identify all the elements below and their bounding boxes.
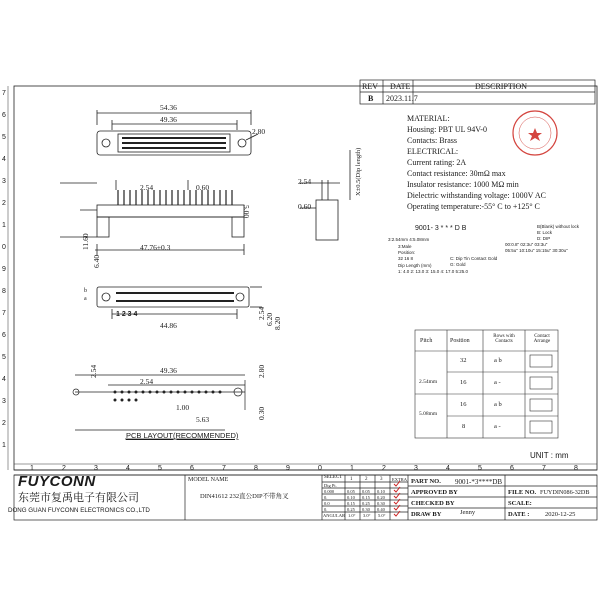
dim-side-pin: 0.60	[298, 202, 312, 211]
ruler-left-label: 5	[2, 354, 6, 361]
rev-date: 2023.11.7	[386, 94, 418, 103]
select-cell: 0.20	[377, 495, 385, 500]
ruler-bottom-label: 5	[478, 465, 482, 472]
ruler-bottom-label: 3	[414, 465, 418, 472]
ruler-bottom-label: 2	[62, 465, 66, 472]
select-row-label: 0.	[324, 495, 328, 500]
spec-line: ELECTRICAL:	[407, 147, 459, 156]
rows-header: Rows with Contacts	[493, 334, 515, 344]
ruler-left-label: 1	[2, 222, 6, 229]
ruler-left-label: 6	[2, 332, 6, 339]
ruler-left-label: 8	[2, 288, 6, 295]
select-cell: 0.30	[377, 501, 385, 506]
part-code-legend: D: DIP	[537, 236, 551, 241]
select-header-col: 3	[380, 477, 383, 482]
select-cell: 0.05	[362, 489, 370, 494]
dim-side-620: 6.20	[265, 312, 274, 326]
spec-line: Contacts: Brass	[407, 136, 457, 145]
dim-hole-dia: 2.80	[252, 127, 266, 136]
ruler-bottom-label: 0	[318, 465, 322, 472]
ruler-bottom-label: 2	[382, 465, 386, 472]
ruler-bottom-label: 1	[30, 465, 34, 472]
part-code-legend: C: Dip Tin Contact Gold	[450, 256, 498, 261]
dim-side-pitch-b: 2.54	[257, 306, 266, 320]
rows-value: a b	[494, 357, 502, 364]
select-header: SELECT	[324, 475, 343, 480]
ruler-bottom-label: 6	[510, 465, 514, 472]
date-header: DATE	[390, 82, 411, 91]
dim-top-width: 54.36	[160, 103, 177, 112]
company-name-cn: 东莞市复禹电子有限公司	[18, 492, 139, 504]
part-code-legend: 05:5u" 10:10u" 15:15u" 30:30u"	[505, 248, 568, 253]
part-code-legend: 1: 4.0 2: 13.0 3: 15.0 4: 17.0 5:25.0	[398, 269, 469, 274]
dim-dip-length: X±0.5(Dip length)	[355, 147, 362, 196]
select-cell: 3.0°	[363, 513, 371, 518]
pcb-layout-label: PCB LAYOUT(RECOMMENDED)	[126, 431, 239, 440]
select-header-extra: EXTRA	[392, 477, 407, 482]
dim-height: 5.00	[242, 205, 251, 219]
part-code: 9001- 3 * * * D B	[415, 225, 467, 232]
rows-value: a b	[494, 401, 502, 408]
part-code-legend: G: Gold	[450, 262, 466, 267]
select-cell: 0.40	[377, 507, 385, 512]
ruler-left-label: 6	[2, 112, 6, 119]
select-cell: 5.0°	[378, 513, 386, 518]
part-no-label: PART NO.	[411, 478, 441, 485]
part-code-legend: 32 16 8	[398, 256, 414, 261]
dim-body-length: 44.86	[160, 321, 177, 330]
dim-pcb-width: 49.36	[160, 366, 177, 375]
part-code-legend: B: Lock	[537, 230, 553, 235]
ruler-left-label: 4	[2, 156, 6, 163]
arrange-header: Contact Arrange	[533, 334, 551, 344]
top-view-pins	[122, 137, 226, 149]
select-cell: 0.15	[347, 501, 355, 506]
draw-label: DRAW BY	[411, 511, 442, 518]
file-no-label: FILE NO.	[508, 489, 537, 496]
position-header: Position	[450, 338, 470, 344]
ruler-bottom-label: 6	[190, 465, 194, 472]
select-header-col: 1	[350, 477, 353, 482]
ruler-left-label: 1	[2, 442, 6, 449]
dim-pcb-drill: 1.00	[176, 403, 190, 412]
spec-line: Dielectric withstanding voltage: 1000V AC	[407, 191, 546, 200]
spec-line: MATERIAL:	[407, 114, 450, 123]
spec-line: Housing: PBT UL 94V-0	[407, 125, 487, 134]
rev-header: REV	[362, 82, 378, 91]
select-row-label: ANGULAR	[323, 513, 345, 518]
pin-number-labels: 1 2 3 4	[116, 311, 138, 318]
dim-body-height: 6.40	[92, 254, 101, 268]
select-cell: 1.0°	[348, 513, 356, 518]
file-no-value: FUYDIN086-32DB	[540, 489, 590, 496]
description-header: DESCRIPTION	[475, 82, 528, 91]
ruler-left-label: 7	[2, 90, 6, 97]
ruler-bottom-label: 8	[574, 465, 578, 472]
rows-value: a -	[494, 423, 501, 430]
draw-value: Jenny	[460, 509, 476, 516]
part-code-legend: 3:2.54mm 4:5.08mm	[388, 237, 430, 242]
select-cell: 0.15	[362, 495, 370, 500]
position-value: 16	[460, 401, 467, 408]
row-label-a: a	[84, 296, 87, 302]
part-code-legend: Position:	[398, 250, 416, 255]
date-label: DATE :	[508, 511, 530, 518]
ruler-bottom-label: 1	[350, 465, 354, 472]
position-value: 8	[462, 423, 466, 430]
select-checkmarks	[394, 481, 400, 516]
brand-logo: FUYCONN	[18, 473, 96, 490]
dim-pin-width: 0.60	[196, 183, 210, 192]
ruler-bottom-label: 7	[222, 465, 226, 472]
part-code-legend: Dip Length (mm)	[398, 263, 432, 268]
spec-line: Contact resistance: 30mΩ max	[407, 169, 506, 178]
ruler-left-label: 4	[2, 376, 6, 383]
unit-label: UNIT : mm	[530, 451, 569, 460]
dim-inner-width: 49.36	[160, 115, 177, 124]
ruler-left-label: 5	[2, 134, 6, 141]
spec-line: Current rating: 2A	[407, 158, 467, 167]
ruler-bottom-label: 9	[286, 465, 290, 472]
approved-label: APPROVED BY	[411, 489, 458, 496]
dim-pcb-hole: 2.80	[257, 364, 266, 378]
ruler-left-label: 7	[2, 310, 6, 317]
drawing-frame	[14, 86, 597, 470]
dim-total-height: 11.60	[81, 233, 90, 250]
select-cell: 0.05	[347, 489, 355, 494]
ruler-bottom-label: 8	[254, 465, 258, 472]
side-view-connector	[300, 150, 350, 240]
part-code-legend: 00:0.8" 02:3u" 03:3u"	[505, 242, 548, 247]
front-view-pins	[118, 190, 232, 205]
ruler-bottom-label: 4	[126, 465, 130, 472]
ruler-left-label: 3	[2, 398, 6, 405]
part-no-value: 9001-*3****DB	[455, 478, 503, 486]
ruler-bottom-label: 4	[446, 465, 450, 472]
dim-pcb-030: 0.30	[257, 406, 266, 420]
date-value: 2020-12-25	[545, 511, 576, 518]
ruler-bottom-label: 5	[158, 465, 162, 472]
position-value: 32	[460, 357, 467, 364]
part-code-legend: 3:Male	[398, 244, 412, 249]
ruler-left-label: 9	[2, 266, 6, 273]
select-cell: 0.10	[347, 495, 355, 500]
company-name-en: DONG GUAN FUYCONN ELECTRONICS CO.,LTD	[8, 507, 150, 514]
position-value: 16	[460, 379, 467, 386]
dim-pcb-offset: 5.63	[196, 415, 210, 424]
select-row-label: 0.0	[324, 501, 330, 506]
ruler-bottom-label: 3	[94, 465, 98, 472]
select-row-label: Dig Pt.	[324, 483, 337, 488]
pitch-value: 2.54mm	[419, 379, 438, 385]
select-cell: 0.25	[362, 501, 370, 506]
rev-value: B	[368, 94, 374, 103]
spec-line: Operating temperature:-55° C to +125° C	[407, 202, 540, 211]
dim-pcb-pitch-b: 2.54	[140, 377, 154, 386]
company-seal	[513, 111, 557, 155]
ruler-left-label: 2	[2, 420, 6, 427]
ruler-left-label: 2	[2, 200, 6, 207]
spec-line: Insulator resistance: 1000 MΩ min	[407, 180, 519, 189]
pitch-value: 5.08mm	[419, 411, 438, 417]
select-row-label: 0.000	[324, 489, 335, 494]
model-label: MODEL NAME	[188, 477, 229, 483]
pitch-header: Pitch	[420, 338, 433, 344]
model-value: DIN41612 232直公DIP不带角叉	[200, 493, 289, 500]
select-cell: 0.10	[377, 489, 385, 494]
select-row-label: 0.	[324, 507, 328, 512]
ruler-bottom-label: 7	[542, 465, 546, 472]
scale-label: SCALE:	[508, 500, 532, 507]
select-cell: 0.25	[347, 507, 355, 512]
select-header-col: 2	[365, 477, 368, 482]
rows-value: a -	[494, 379, 501, 386]
dim-side-pitch: 2.54	[298, 177, 312, 186]
ruler-left-label: 0	[2, 244, 6, 251]
dim-pin-span: 47.76±0.3	[140, 243, 171, 252]
dim-side-820: 8.20	[273, 316, 282, 330]
ruler-left-label: 3	[2, 178, 6, 185]
bottom-view-pins	[116, 292, 234, 302]
dim-pitch: 2.54	[140, 183, 154, 192]
select-cell: 0.30	[362, 507, 370, 512]
part-code-legend: B(Blank) without lock	[537, 224, 580, 229]
dim-pcb-pitch-a: 2.54	[89, 364, 98, 378]
checked-label: CHECKED BY	[411, 500, 455, 507]
pcb-layout	[73, 375, 245, 439]
row-label-b: b	[84, 288, 87, 294]
